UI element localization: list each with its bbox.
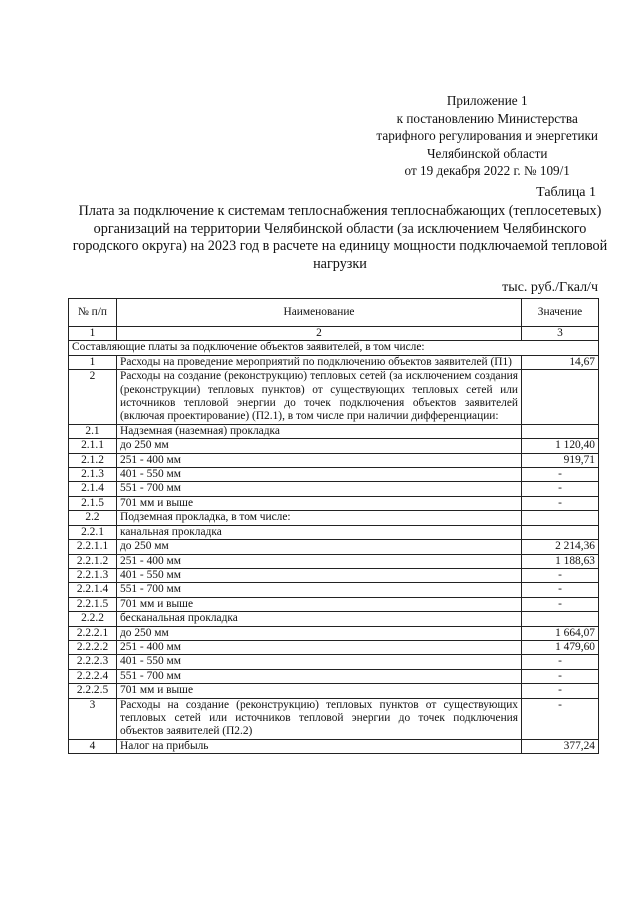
row-number: 2.2.1.2 <box>69 554 117 568</box>
row-name: 551 - 700 мм <box>117 669 522 683</box>
header-number: № п/п <box>69 299 117 327</box>
appendix-line: Челябинской области <box>426 145 548 161</box>
row-name: 251 - 400 мм <box>117 640 522 654</box>
row-value: - <box>522 468 599 482</box>
row-number: 2.1.3 <box>69 468 117 482</box>
table-row <box>69 468 599 482</box>
table-row <box>69 597 599 611</box>
fee-table <box>68 298 599 754</box>
row-name: 701 мм и выше <box>117 684 522 698</box>
row-value <box>522 424 599 438</box>
appendix-line: от 19 декабря 2022 г. № 109/1 <box>404 163 570 178</box>
table-row <box>69 684 599 698</box>
row-name: Расходы на создание (реконструкцию) тепловых пунктов от существующих тепловых сетей или источников тепловой энергии до точек подключения объектов заявителей (П2.2) <box>117 698 522 739</box>
row-value: 1 479,60 <box>522 640 599 654</box>
table-row <box>69 525 599 539</box>
row-number: 2.2.2.5 <box>69 684 117 698</box>
table-row <box>69 355 599 369</box>
row-value: - <box>522 684 599 698</box>
row-number: 2.2.2.4 <box>69 669 117 683</box>
table-row <box>69 424 599 438</box>
row-number: 2.2.2.1 <box>69 626 117 640</box>
column-number: 3 <box>522 327 599 341</box>
row-name: 701 мм и выше <box>117 496 522 510</box>
row-value: 1 664,07 <box>522 626 599 640</box>
row-number: 2.2.1.3 <box>69 568 117 582</box>
row-name: до 250 мм <box>117 540 522 554</box>
table-row <box>69 496 599 510</box>
header-name: Наименование <box>117 299 522 327</box>
row-name: 701 мм и выше <box>117 597 522 611</box>
row-name: Расходы на проведение мероприятий по подключению объектов заявителей (П1) <box>117 355 522 369</box>
column-number-row <box>69 327 599 341</box>
table-header-row <box>69 299 599 327</box>
row-name: бесканальная прокладка <box>117 612 522 626</box>
header-value: Значение <box>522 299 599 327</box>
units-label: тыс. руб./Гкал/ч <box>502 280 598 295</box>
row-value: - <box>522 568 599 582</box>
appendix-line: тарифного регулирования и энергетики <box>376 128 598 143</box>
row-number: 4 <box>69 739 117 753</box>
row-value: - <box>522 482 599 496</box>
column-number: 2 <box>117 327 522 341</box>
row-value: 14,67 <box>522 355 599 369</box>
table-row <box>69 540 599 554</box>
column-number: 1 <box>69 327 117 341</box>
section-title: Составляющие платы за подключение объектов заявителей, в том числе: <box>69 341 599 355</box>
table-row <box>69 640 599 654</box>
row-value <box>522 511 599 525</box>
row-value: 2 214,36 <box>522 540 599 554</box>
row-name: до 250 мм <box>117 626 522 640</box>
table-row <box>69 568 599 582</box>
row-number: 2 <box>69 370 117 425</box>
row-number: 2.1 <box>69 424 117 438</box>
table-row <box>69 698 599 739</box>
row-value: 377,24 <box>522 739 599 753</box>
appendix-header <box>376 92 598 180</box>
row-name: 551 - 700 мм <box>117 482 522 496</box>
row-value: 1 188,63 <box>522 554 599 568</box>
row-number: 2.2.2.3 <box>69 655 117 669</box>
row-number: 3 <box>69 698 117 739</box>
row-name: Надземная (наземная) прокладка <box>117 424 522 438</box>
row-value: - <box>522 496 599 510</box>
row-name: Расходы на создание (реконструкцию) тепловых сетей (за исключением создания (реконструкции) тепловых пунктов) от существующих тепловых сетей или источников тепловой энергии до точек подключения объектов заявителей (включая проектирование) (П2.1), в том числе при наличии дифференциации: <box>117 370 522 425</box>
row-number: 2.1.5 <box>69 496 117 510</box>
table-row <box>69 511 599 525</box>
table-label: Таблица 1 <box>536 185 596 200</box>
table-row <box>69 453 599 467</box>
table-row <box>69 482 599 496</box>
row-name: 401 - 550 мм <box>117 468 522 482</box>
row-value <box>522 612 599 626</box>
row-name: 401 - 550 мм <box>117 568 522 582</box>
row-name: Налог на прибыль <box>117 739 522 753</box>
row-value: - <box>522 583 599 597</box>
row-number: 2.2.2.2 <box>69 640 117 654</box>
row-value: - <box>522 655 599 669</box>
row-value: 1 120,40 <box>522 439 599 453</box>
row-name: до 250 мм <box>117 439 522 453</box>
row-name: 401 - 550 мм <box>117 655 522 669</box>
row-value: 919,71 <box>522 453 599 467</box>
row-number: 2.2.2 <box>69 612 117 626</box>
row-name: канальная прокладка <box>117 525 522 539</box>
row-number: 2.1.1 <box>69 439 117 453</box>
row-number: 2.2 <box>69 511 117 525</box>
row-number: 2.2.1.5 <box>69 597 117 611</box>
row-name: Подземная прокладка, в том числе: <box>117 511 522 525</box>
row-value <box>522 525 599 539</box>
table-row <box>69 612 599 626</box>
row-name: 551 - 700 мм <box>117 583 522 597</box>
row-number: 2.1.4 <box>69 482 117 496</box>
row-number: 1 <box>69 355 117 369</box>
appendix-line: к постановлению Министерства <box>396 110 578 126</box>
row-number: 2.2.1.4 <box>69 583 117 597</box>
table-row <box>69 655 599 669</box>
row-number: 2.2.1.1 <box>69 540 117 554</box>
table-row <box>69 739 599 753</box>
row-number: 2.2.1 <box>69 525 117 539</box>
document-title: Плата за подключение к системам теплоснабжения теплоснабжающих (теплосетевых) организаций на территории Челябинской области (за исключением Челябинского городского округа) на 2023 год в расчете на единицу мощности подключаемой тепловой нагрузки <box>72 203 608 272</box>
table-row <box>69 554 599 568</box>
row-value <box>522 370 599 425</box>
row-number: 2.1.2 <box>69 453 117 467</box>
table-row <box>69 669 599 683</box>
table-row <box>69 583 599 597</box>
section-row <box>69 341 599 355</box>
row-value: - <box>522 597 599 611</box>
appendix-line: Приложение 1 <box>446 93 528 108</box>
row-name: 251 - 400 мм <box>117 554 522 568</box>
table-row <box>69 439 599 453</box>
row-name: 251 - 400 мм <box>117 453 522 467</box>
table-row <box>69 626 599 640</box>
table-row <box>69 370 599 425</box>
row-value: - <box>522 669 599 683</box>
row-value: - <box>522 698 599 739</box>
